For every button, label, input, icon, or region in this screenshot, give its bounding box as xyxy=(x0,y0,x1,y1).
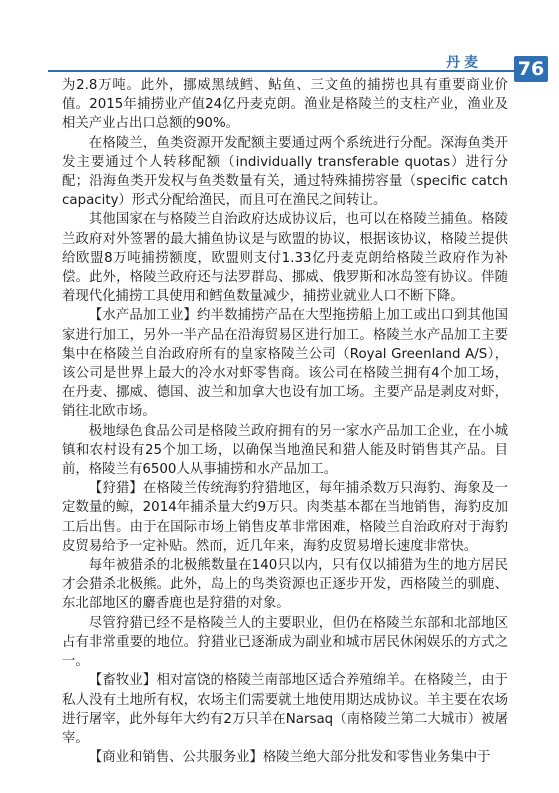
paragraph xyxy=(62,748,508,767)
paragraph-text: 为2.8万吨。此外，挪威黑绒鳕、鲇鱼、三文鱼的捕捞也具有重要商业价值。2015年捕捞业产值24亿丹麦克朗。渔业是格陵兰的支柱产业，渔业及相关产业占出口总额的90%。 xyxy=(62,78,508,132)
paragraph-text: 尽管狩猎已经不是格陵兰人的主要职业，但仍在格陵兰东部和北部地区占有非常重要的地位。狩猎业已逐渐成为副业和城市居民休闲娱乐的方式之一。 xyxy=(62,615,508,670)
page-number: 76 xyxy=(517,58,545,80)
section-tag: 【狩猎】 xyxy=(88,481,143,497)
paragraph-text: 格陵兰绝大部分批发和零售业务集中于 xyxy=(262,750,491,766)
paragraph-text: 相对富饶的格陵兰南部地区适合养殖绵羊。在格陵兰，由于私人没有土地所有权，农场主们需要就土地使用期达成协议。羊主要在农场进行屠宰，此外每年大约有2万只羊在Narsaq（南格陵兰第二大城市）被屠宰。 xyxy=(62,673,509,746)
paragraph xyxy=(62,556,508,614)
paragraph xyxy=(62,76,508,134)
paragraph xyxy=(62,210,508,306)
paragraph-text: 每年被猎杀的北极熊数量在140只以内，只有仅以捕猎为生的地方居民才会猎杀北极熊。此外，岛上的鸟类资源也正逐步开发，西格陵兰的驯鹿、东北部地区的麝香鹿也是狩猎的对象。 xyxy=(62,558,508,612)
paragraph-text: 其他国家在与格陵兰自治政府达成协议后，也可以在格陵兰捕鱼。格陵兰政府对外签署的最大捕鱼协议是与欧盟的协议，根据该协议，格陵兰提供给欧盟8万吨捕捞额度，欧盟则支付1.33亿丹麦克朗给格陵兰政府作为补偿。此外，格陵兰政府还与法罗群岛、挪威、俄罗斯和冰岛签有协议。伴随着现代化捕捞工具使用和鳕鱼数量减少，捕捞业就业人口不断下降。 xyxy=(62,212,508,305)
running-title: 丹麦 xyxy=(446,55,482,71)
paragraph xyxy=(62,422,508,480)
section-tag: 【水产品加工业】 xyxy=(88,308,198,324)
paragraph xyxy=(62,479,508,556)
paragraph xyxy=(62,614,508,672)
paragraph xyxy=(62,671,508,748)
paragraph xyxy=(62,134,508,211)
section-tag: 【商业和销售、公共服务业】 xyxy=(88,750,263,766)
paragraph-text: 约半数捕捞产品在大型拖捞船上加工或出口到其他国家进行加工，另外一半产品在沿海贸易区进行加工。格陵兰水产品加工主要集中在格陵兰自治政府所有的皇家格陵兰公司（Royal Greenland A/S），该公司是世界上最大的冷水对虾零售商。该公司在格陵兰拥有4个加工场，在丹麦、挪威、德国、波兰和加拿大也设有加工场。主要产品是剥皮对虾，销往北欧市场。 xyxy=(62,308,509,420)
paragraph xyxy=(62,306,508,421)
paragraph-text: 在格陵兰，鱼类资源开发配额主要通过两个系统进行分配。深海鱼类开发主要通过个人转移配额（individually transferable quotas）进行分配；沿海鱼类开发权与鱼类数量有关，通过特殊捕捞容量（specific catch capacity）形式分配给渔民，而且可在渔民之间转让。 xyxy=(62,135,508,209)
paragraph-text: 极地绿色食品公司是格陵兰政府拥有的另一家水产品加工企业，在小城镇和农村设有25个加工场，以确保当地渔民和猎人能及时销售其产品。目前，格陵兰有6500人从事捕捞和水产品加工。 xyxy=(62,423,508,478)
paragraph-text: 在格陵兰传统海豹狩猎地区，每年捕杀数万只海豹、海象及一定数量的鲸，2014年捕杀量大约9万只。肉类基本都在当地销售，海豹皮加工后出售。由于在国际市场上销售皮革非常困难，格陵兰自治政府对于海豹皮贸易给予一定补贴。然而，近几年来，海豹皮贸易增长速度非常快。 xyxy=(62,481,508,554)
body-text xyxy=(62,76,508,767)
section-tag: 【畜牧业】 xyxy=(88,673,157,689)
